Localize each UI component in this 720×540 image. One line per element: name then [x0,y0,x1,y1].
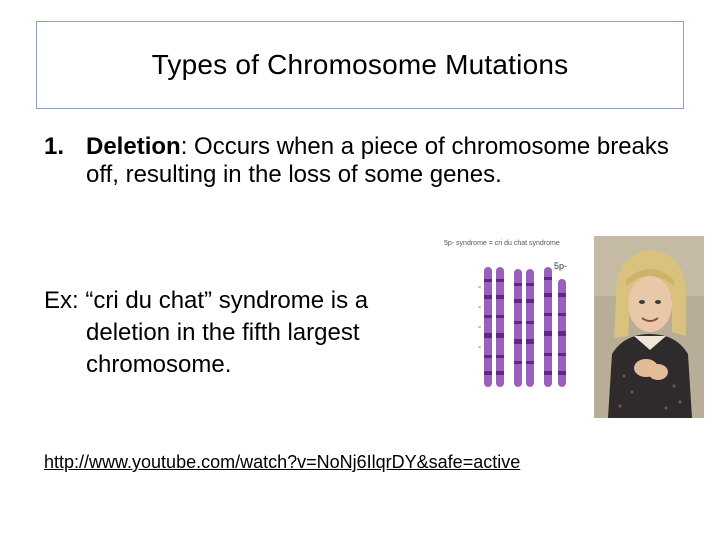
chromosome-pairs-illustration [440,237,596,393]
example-line-1: Ex: “cri du chat” syndrome is a [44,287,369,314]
item-description: : Occurs when a piece of chromosome breaks off, resulting in the loss of some genes. [86,133,669,188]
example-line-2: deletion in the fifth largest [86,319,360,346]
example-text [44,285,464,381]
list-item-deletion [44,133,684,189]
youtube-link[interactable]: http://www.youtube.com/watch?v=NoNj6IlqrDY&safe=active [44,452,521,472]
child-photo [594,236,704,418]
deleted-arm-tag: 5p- [554,261,568,271]
item-body [86,133,684,189]
child-photo-illustration [594,236,704,418]
title-box [36,21,684,109]
example-line-3: chromosome. [86,351,232,378]
chromosome-pair-2 [514,269,534,387]
slide-title: Types of Chromosome Mutations [151,49,569,80]
chromosome-pair-1 [484,267,504,387]
item-term: Deletion [86,133,181,160]
chromosome-diagram [440,237,596,393]
chromosome-pair-deletion [544,261,567,387]
item-number: 1. [44,133,65,160]
figure-label: 5p- syndrome = cri du chat syndrome [444,240,560,247]
